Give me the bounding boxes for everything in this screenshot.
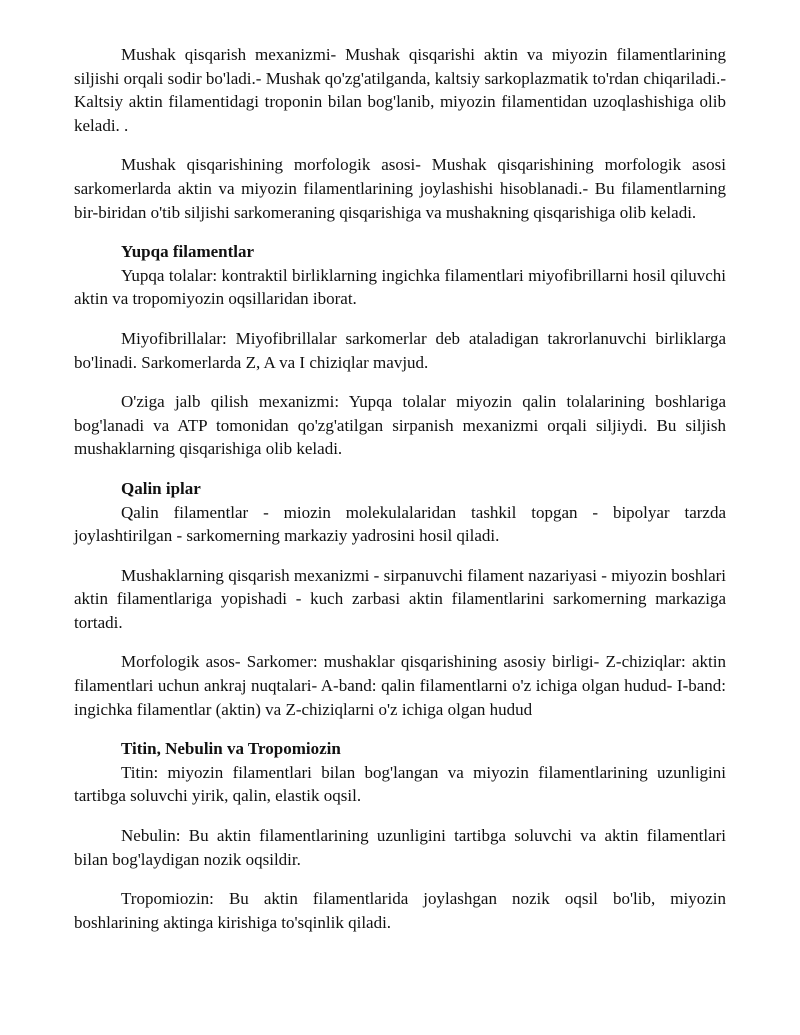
paragraph-sliding-filament: Mushaklarning qisqarish mexanizmi - sirpanuvchi filament nazariyasi - miyozin boshlari aktin filamentlariga yopishadi - kuch zarbasi aktin filamentlarini sarkomerning markaziga tortadi. (74, 565, 726, 632)
paragraph-morphological-basis: Mushak qisqarishining morfologik asosi- Mushak qisqarishining morfologik asosi sarkomerlarda aktin va miyozin filamentlarining joylashishi hisoblanadi.- Bu filamentlarning bir-biridan o'tib siljishi sarkomeraning qisqarishiga va mushakning qisqarishiga olib keladi. (74, 155, 726, 222)
heading-thick-filaments: Qalin iplar (121, 478, 201, 498)
paragraph-thin-fibers: Yupqa tolalar: kontraktil birliklarning ingichka filamentlari miyofibrillarni hosil qiluvchi aktin va tropomiyozin oqsillaridan iborat. (74, 265, 726, 309)
paragraph-myofibrils: Miyofibrillalar: Miyofibrillalar sarkomerlar deb ataladigan takrorlanuvchi birliklarga bo'linadi. Sarkomerlarda Z, A va I chiziqlar mavjud. (74, 328, 726, 372)
paragraph-thick-filaments: Qalin filamentlar - miozin molekulalaridan tashkil topgan - bipolyar tarzda joylashtirilgan - sarkomerning markaziy yadrosini hosil qiladi. (74, 502, 726, 546)
paragraph-attraction-mechanism: O'ziga jalb qilish mexanizmi: Yupqa tolalar miyozin qalin tolalarining boshlariga bog'lanadi va ATP tomonidan qo'zg'atilgan sirpanish mexanizmi orqali siljiydi. Bu siljish mushaklarning qisqarishiga olib keladi. (74, 392, 726, 459)
heading-titin-nebulin-tropomyosin: Titin, Nebulin va Tropomiozin (121, 739, 341, 759)
heading-thin-filaments: Yupqa filamentlar (121, 242, 255, 262)
paragraph-titin: Titin: miyozin filamentlari bilan bog'langan va miyozin filamentlarining uzunligini tartibga soluvchi yirik, qalin, elastik oqsil. (74, 762, 726, 806)
paragraph-sarcomere-basis: Morfologik asos- Sarkomer: mushaklar qisqarishining asosiy birligi- Z-chiziqlar: aktin filamentlari uchun ankraj nuqtalari- A-band: qalin filamentlarni o'z ichiga olgan hudud- I-band: ingichka filamentlar (aktin) va Z-chiziqlarni o'z ichiga olgan hudud (74, 652, 726, 719)
paragraph-tropomyosin: Tropomiozin: Bu aktin filamentlarida joylashgan nozik oqsil bo'lib, miyozin boshlarining aktinga kirishiga to'sqinlik qiladi. (74, 889, 726, 932)
paragraph-nebulin: Nebulin: Bu aktin filamentlarining uzunligini tartibga soluvchi va aktin filamentlari bilan bog'laydigan nozik oqsildir. (74, 826, 726, 869)
document-page (74, 43, 726, 950)
paragraph-contraction-mechanism: Mushak qisqarish mexanizmi- Mushak qisqarishi aktin va miyozin filamentlarining siljishi orqali sodir bo'ladi.- Mushak qo'zg'atilganda, kaltsiy sarkoplazmatik to'rdan chiqariladi.- Kaltsiy aktin filamentidagi troponin bilan bog'lanib, miyozin filamentidan uzoqlashishiga olib keladi. . (74, 45, 726, 135)
